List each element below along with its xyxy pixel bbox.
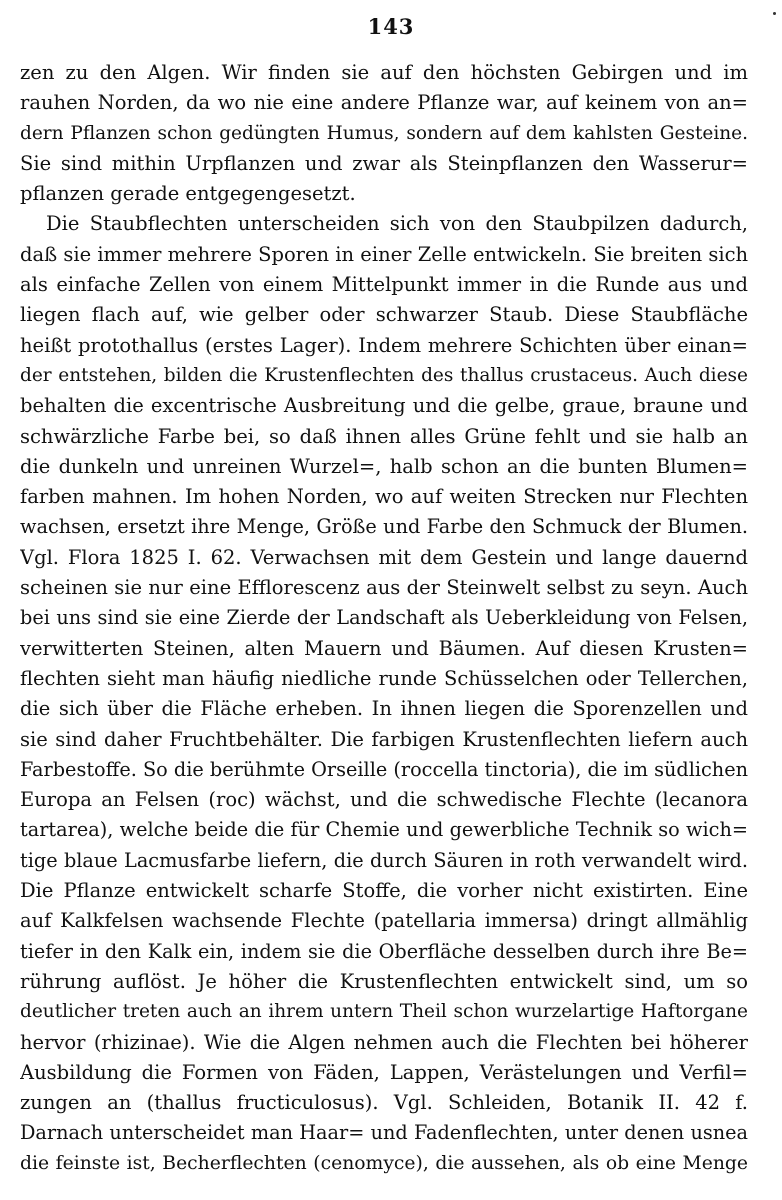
text-line: Vgl. Flora 1825 I. 62. Verwachsen mit dem Gestein und lange dauernd xyxy=(20,545,748,569)
text-line: bei uns sind sie eine Zierde der Landschaft als Ueberkleidung von Felsen, xyxy=(20,606,748,630)
text-line: Farbestoffe. So die berühmte Orseille (roccella tinctoria), die im südlichen xyxy=(20,757,748,781)
text-line: Europa an Felsen (roc) wächst, und die schwedische Flechte (lecanora xyxy=(20,788,748,812)
body-text xyxy=(20,58,748,1179)
text-line: die sich über die Fläche erheben. In ihnen liegen die Sporenzellen und xyxy=(20,697,748,721)
text-line: deutlicher treten auch an ihrem untern Theil schon wurzelartige Haftorgane xyxy=(20,1001,748,1023)
text-line: farben mahnen. Im hohen Norden, wo auf weiten Strecken nur Flechten xyxy=(20,485,748,509)
text-line: Die Staubflechten unterscheiden sich von den Staubpilzen dadurch, xyxy=(46,212,748,236)
text-line: liegen flach auf, wie gelber oder schwarzer Staub. Diese Staubfläche xyxy=(20,303,748,327)
text-line: der entstehen, bilden die Krustenflechten des thallus crustaceus. Auch diese xyxy=(20,364,748,386)
text-line: rührung auflöst. Je höher die Krustenflechten entwickelt sind, um so xyxy=(20,969,748,993)
text-line: Darnach unterscheidet man Haar= und Fadenflechten, unter denen usnea xyxy=(20,1121,748,1145)
text-line: verwitterten Steinen, alten Mauern und Bäumen. Auf diesen Krusten= xyxy=(20,636,748,660)
text-line: zungen an (thallus fructiculosus). Vgl. Schleiden, Botanik II. 42 f. xyxy=(20,1091,748,1115)
edge-speck xyxy=(773,12,776,15)
text-line: wachsen, ersetzt ihre Menge, Größe und Farbe den Schmuck der Blumen. xyxy=(20,515,748,539)
text-line: daß sie immer mehrere Sporen in einer Zelle entwickeln. Sie breiten sich xyxy=(20,242,748,266)
text-line: tige blaue Lacmusfarbe liefern, die durch Säuren in roth verwandelt wird. xyxy=(20,848,748,872)
text-line: die dunkeln und unreinen Wurzel=, halb schon an die bunten Blumen= xyxy=(20,454,748,478)
text-line: die feinste ist, Becherflechten (cenomyce), die aussehen, als ob eine Menge xyxy=(20,1152,748,1174)
text-line: heißt protothallus (erstes Lager). Indem mehrere Schichten über einan= xyxy=(20,333,748,357)
text-line: tiefer in den Kalk ein, indem sie die Oberfläche desselben durch ihre Be= xyxy=(20,939,748,963)
text-line: als einfache Zellen von einem Mittelpunkt immer in die Runde aus und xyxy=(20,273,748,297)
text-line: tartarea), welche beide die für Chemie und gewerbliche Technik so wich= xyxy=(20,818,748,842)
text-line: schwärzliche Farbe bei, so daß ihnen alles Grüne fehlt und sie halb an xyxy=(20,424,748,448)
text-line: dern Pflanzen schon gedüngten Humus, sondern auf dem kahlsten Gesteine. xyxy=(20,122,748,144)
text-line: rauhen Norden, da wo nie eine andere Pflanze war, auf keinem von an= xyxy=(20,91,748,115)
text-line: pflanzen gerade entgegengesetzt. xyxy=(20,182,356,206)
page-number: 143 xyxy=(367,14,415,39)
text-line: Sie sind mithin Urpflanzen und zwar als Steinpflanzen den Wasserur= xyxy=(20,151,748,175)
text-line: zen zu den Algen. Wir finden sie auf den höchsten Gebirgen und im xyxy=(20,61,748,84)
text-line: auf Kalkfelsen wachsende Flechte (patellaria immersa) dringt allmählig xyxy=(20,909,748,933)
text-line: Ausbildung die Formen von Fäden, Lappen, Verästelungen und Verfil= xyxy=(20,1060,748,1084)
text-line: sie sind daher Fruchtbehälter. Die farbigen Krustenflechten liefern auch xyxy=(20,727,748,751)
text-line: Die Pflanze entwickelt scharfe Stoffe, die vorher nicht existirten. Eine xyxy=(20,879,748,903)
text-line: behalten die excentrische Ausbreitung und die gelbe, graue, braune und xyxy=(20,394,748,418)
text-line: flechten sieht man häufig niedliche runde Schüsselchen oder Tellerchen, xyxy=(20,666,748,690)
text-line: scheinen sie nur eine Efflorescenz aus der Steinwelt selbst zu seyn. Auch xyxy=(20,576,748,600)
text-line: hervor (rhizinae). Wie die Algen nehmen auch die Flechten bei höherer xyxy=(20,1030,748,1054)
